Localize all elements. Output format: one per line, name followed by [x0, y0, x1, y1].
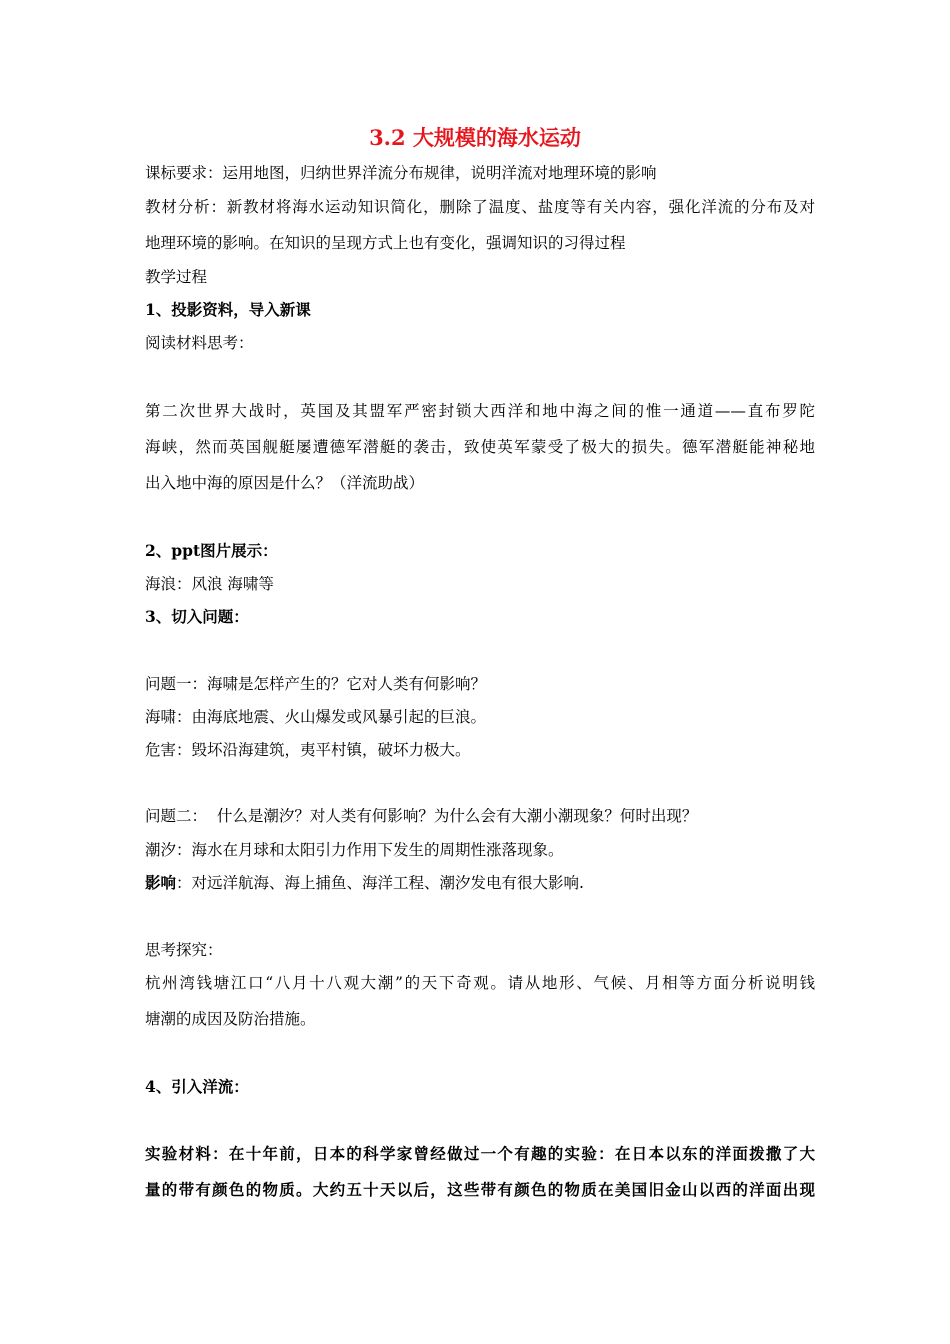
- teaching-process-heading: 教学过程: [145, 268, 208, 286]
- qiantang-tide-line-1: 杭州湾钱塘江口“八月十八观大潮”的天下奇观。请从地形、气候、月相等方面分析说明钱: [145, 974, 815, 992]
- experiment-material-line-1: 实验材料：在十年前，日本的科学家曾经做过一个有趣的实验：在日本以东的洋面拨撒了大: [145, 1144, 815, 1163]
- experiment-material-line-2: 量的带有颜色的物质。大约五十天以后，这些带有颜色的物质在美国旧金山以西的洋面出现: [145, 1180, 815, 1199]
- textbook-analysis-line-1: 教材分析：新教材将海水运动知识简化，删除了温度、盐度等有关内容，强化洋流的分布及对: [145, 198, 815, 216]
- tsunami-harm: 危害：毁坏沿海建筑，夷平村镇，破坏力极大。: [145, 741, 471, 759]
- impact-text: ：对远洋航海、海上捕鱼、海洋工程、潮汐发电有很大影响.: [176, 874, 584, 892]
- impact-label: 影响: [145, 873, 177, 892]
- waves-line: 海浪：风浪 海啸等: [145, 575, 274, 593]
- section-1-heading: 1、投影资料，导入新课: [145, 300, 311, 319]
- question-two: 问题二： 什么是潮汐？对人类有何影响？为什么会有大潮小潮现象？何时出现？: [145, 807, 698, 825]
- section-3-heading: 3、切入问题：: [145, 607, 249, 626]
- textbook-analysis-line-2: 地理环境的影响。在知识的呈现方式上也有变化，强调知识的习得过程: [145, 234, 626, 252]
- tsunami-definition: 海啸：由海底地震、火山爆发或风暴引起的巨浪。: [145, 708, 487, 726]
- thinking-inquiry-heading: 思考探究：: [145, 941, 223, 959]
- qiantang-tide-line-2: 塘潮的成因及防治措施。: [145, 1010, 316, 1028]
- reading-prompt: 阅读材料思考：: [145, 334, 254, 352]
- tide-definition: 潮汐：海水在月球和太阳引力作用下发生的周期性涨落现象。: [145, 841, 564, 859]
- ww2-paragraph-line-2: 海峡，然而英国舰艇屡遭德军潜艇的袭击，致使英军蒙受了极大的损失。德军潜艇能神秘地: [145, 438, 815, 456]
- curriculum-requirement: 课标要求：运用地图，归纳世界洋流分布规律，说明洋流对地理环境的影响: [145, 164, 657, 182]
- section-2-heading: 2、ppt图片展示：: [145, 541, 278, 560]
- page-title: 3.2 大规模的海水运动: [369, 125, 581, 150]
- section-4-heading: 4、引入洋流：: [145, 1077, 249, 1096]
- ww2-paragraph-line-1: 第二次世界大战时，英国及其盟军严密封锁大西洋和地中海之间的惟一通道——直布罗陀: [145, 402, 815, 420]
- tide-impact: [145, 873, 815, 893]
- ww2-paragraph-line-3: 出入地中海的原因是什么？（洋流助战）: [145, 474, 425, 492]
- question-one: 问题一：海啸是怎样产生的？它对人类有何影响？: [145, 675, 487, 693]
